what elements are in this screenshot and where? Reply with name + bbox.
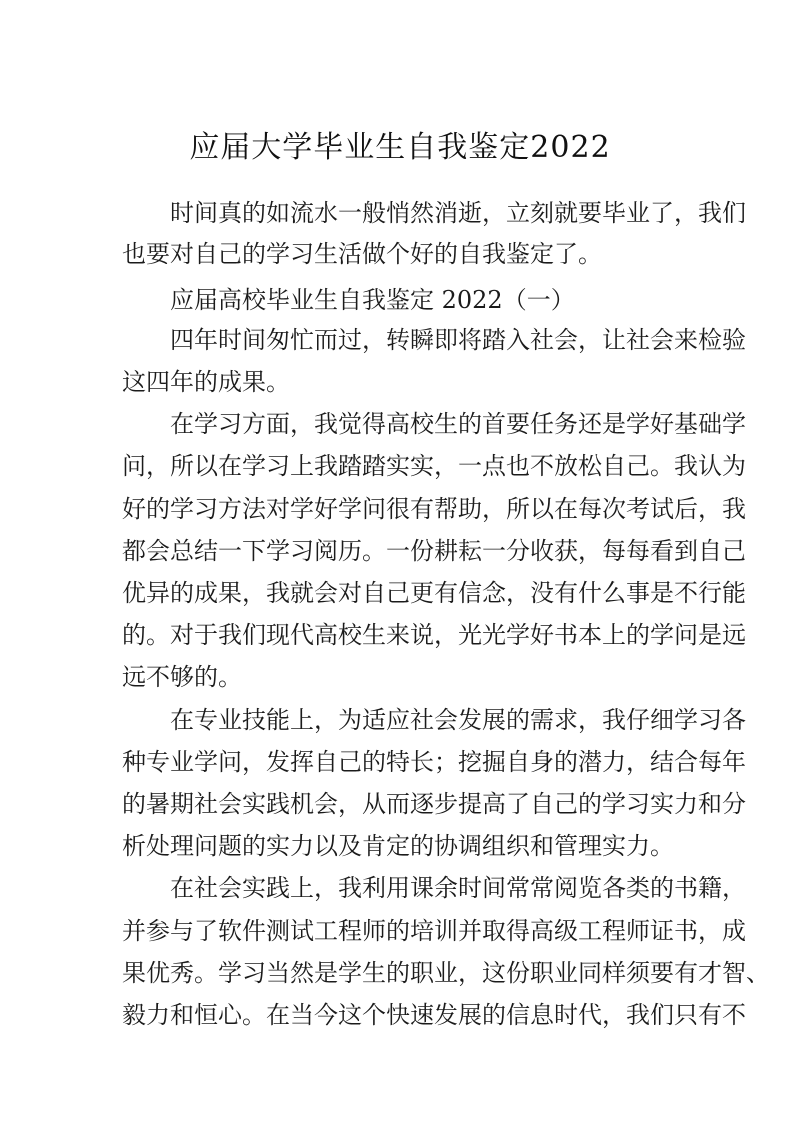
paragraph-2-line-6: 的。对于我们现代高校生来说，光光学好书本上的学问是远 xyxy=(122,621,746,649)
intro-line-1: 时间真的如流水一般悄然消逝，立刻就要毕业了，我们 xyxy=(170,199,746,227)
paragraph-3-line-4: 析处理问题的实力以及肯定的协调组织和管理实力。 xyxy=(122,832,674,860)
paragraph-1-line-2: 这四年的成果。 xyxy=(122,368,290,396)
intro-line-2: 也要对自己的学习生活做个好的自我鉴定了。 xyxy=(122,240,602,268)
paragraph-3-line-2: 种专业学问，发挥自己的特长；挖掘自身的潜力，结合每年 xyxy=(122,748,746,776)
paragraph-2-line-5: 优异的成果，我就会对自己更有信念，没有什么事是不行能 xyxy=(122,579,746,607)
paragraph-3-line-1: 在专业技能上，为适应社会发展的需求，我仔细学习各 xyxy=(170,706,746,734)
paragraph-2-line-3: 好的学习方法对学好学问很有帮助，所以在每次考试后，我 xyxy=(122,495,746,523)
paragraph-4-line-2: 并参与了软件测试工程师的培训并取得高级工程师证书，成 xyxy=(122,917,746,945)
paragraph-2-line-2: 问，所以在学习上我踏踏实实，一点也不放松自己。我认为 xyxy=(122,452,746,480)
section-heading: 应届高校毕业生自我鉴定 2022（一） xyxy=(170,286,575,314)
document-title: 应届大学毕业生自我鉴定2022 xyxy=(189,130,611,165)
paragraph-4-line-4: 毅力和恒心。在当今这个快速发展的信息时代，我们只有不 xyxy=(122,1001,746,1029)
paragraph-4-line-3: 果优秀。学习当然是学生的职业，这份职业同样须要有才智、 xyxy=(122,959,770,987)
paragraph-2-line-7: 远不够的。 xyxy=(122,663,242,691)
paragraph-4-line-1: 在社会实践上，我利用课余时间常常阅览各类的书籍， xyxy=(170,874,746,902)
paragraph-3-line-3: 的暑期社会实践机会，从而逐步提高了自己的学习实力和分 xyxy=(122,790,746,818)
paragraph-2-line-4: 都会总结一下学习阅历。一份耕耘一分收获，每每看到自己 xyxy=(122,537,746,565)
paragraph-2-line-1: 在学习方面，我觉得高校生的首要任务还是学好基础学 xyxy=(170,410,746,438)
paragraph-1-line-1: 四年时间匆忙而过，转瞬即将踏入社会，让社会来检验 xyxy=(170,326,746,354)
